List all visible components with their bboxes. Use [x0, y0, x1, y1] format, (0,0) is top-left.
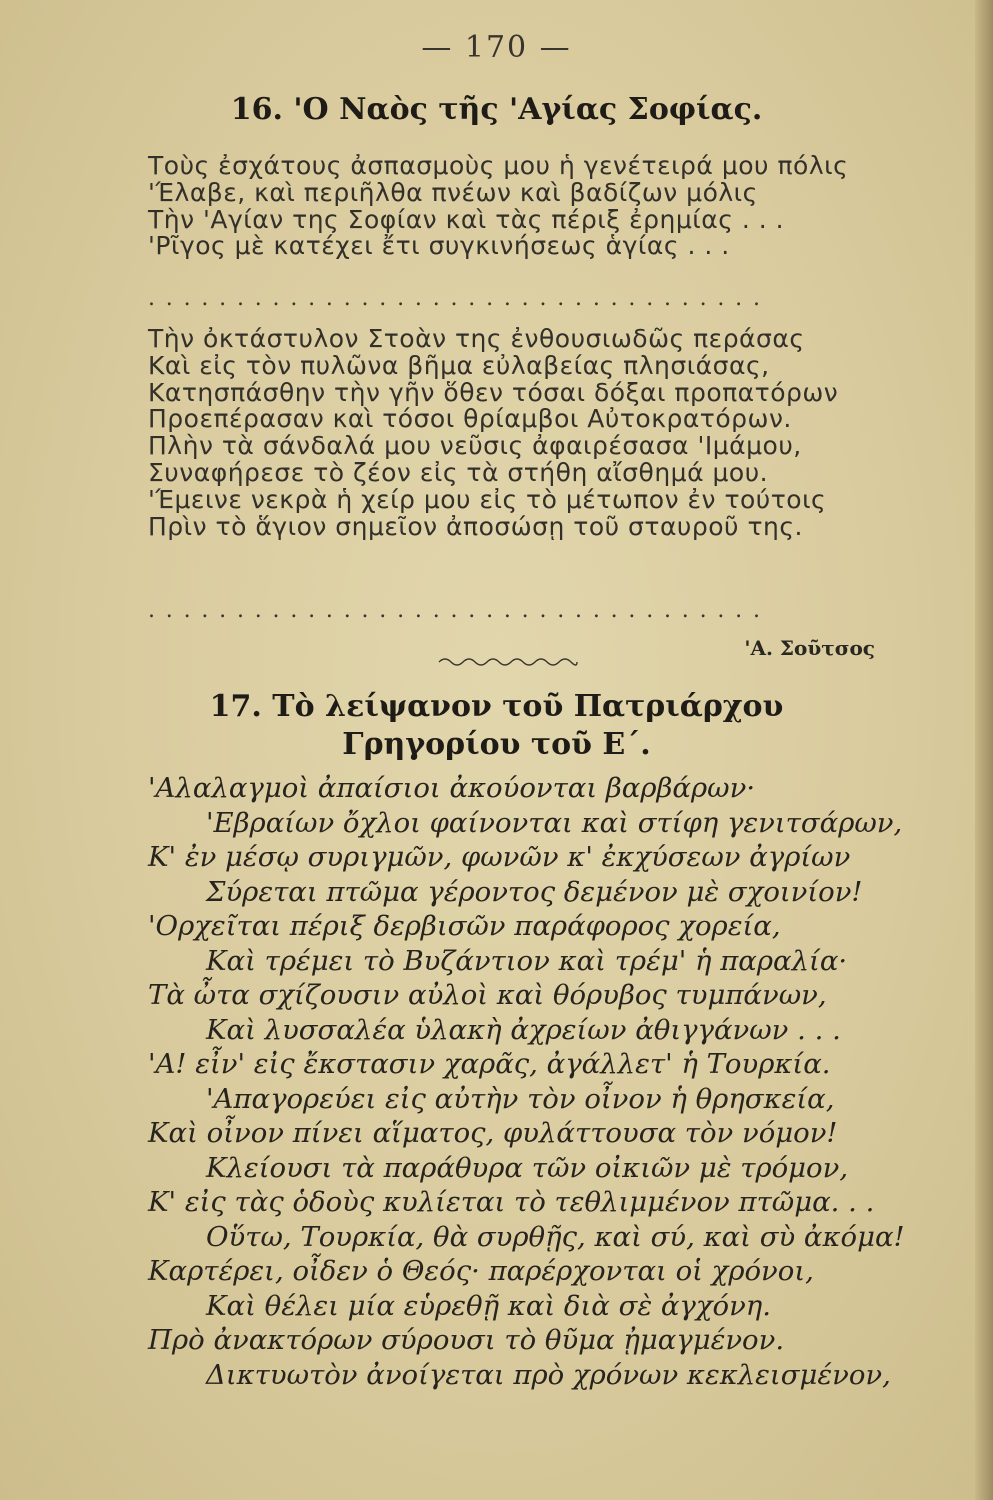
- verse-line: Τοὺς ἐσχάτους ἀσπασμοὺς μου ἡ γενέτειρά μου πόλις: [148, 151, 849, 180]
- verse-line: Πρὸ ἀνακτόρων σύρουσι τὸ θῦμα ᾐμαγμένον.: [148, 1324, 785, 1356]
- wavy-ornament: [437, 655, 579, 669]
- poem1-stanza2: [148, 326, 838, 540]
- verse-line: Δικτυωτὸν ἀνοίγεται πρὸ χρόνων κεκλεισμένον,: [206, 1358, 891, 1391]
- verse-line: 'Α! εἶν' εἰς ἔκστασιν χαρᾶς, ἀγάλλετ' ἡ Τουρκία.: [148, 1048, 831, 1080]
- verse-line: 'Αλαλαγμοὶ ἀπαίσιοι ἀκούονται βαρβάρων·: [148, 772, 756, 804]
- verse-line: Κ' ἐν μέσῳ συριγμῶν, φωνῶν κ' ἐκχύσεων ἀγρίων: [148, 841, 851, 873]
- verse-line: 'Έμεινε νεκρὰ ἡ χείρ μου εἰς τὸ μέτωπον ἐν τούτοις: [148, 484, 827, 514]
- verse-line: Σύρεται πτῶμα γέροντος δεμένον μὲ σχοινίον!: [206, 875, 863, 908]
- dotted-separator: ...................................: [148, 286, 771, 311]
- verse-line: Κ' εἰς τὰς ὁδοὺς κυλίεται τὸ τεθλιμμένον πτῶμα. . .: [148, 1186, 875, 1218]
- verse-line: 'Έλαβε, καὶ περιῆλθα πνέων καὶ βαδίζων μόλις: [148, 177, 758, 207]
- verse-line: Τὰ ὦτα σχίζουσιν αὐλοὶ καὶ θόρυβος τυμπάνων,: [148, 979, 827, 1011]
- page-number: — 170 —: [421, 30, 572, 65]
- verse-line: Πλὴν τὰ σάνδαλά μου νεῦσις ἀφαιρέσασα 'Ιμάμου,: [148, 431, 802, 461]
- verse-line: Τὴν 'Αγίαν της Σοφίαν καὶ τὰς πέριξ ἐρημίας . . .: [148, 204, 785, 234]
- verse-line: 'Ορχεῖται πέριξ δερβισῶν παράφορος χορεία,: [148, 910, 781, 942]
- verse-line: Καὶ θέλει μία εὑρεθῇ καὶ διὰ σὲ ἀγχόνη.: [206, 1289, 772, 1322]
- verse-line: Καρτέρει, οἶδεν ὁ Θεός· παρέρχονται οἱ χρόνοι,: [148, 1255, 814, 1287]
- verse-line: 'Εβραίων ὄχλοι φαίνονται καὶ στίφη γενιτσάρων,: [206, 806, 903, 839]
- verse-line: Κλείουσι τὰ παράθυρα τῶν οἰκιῶν μὲ τρόμον,: [206, 1151, 849, 1184]
- verse-line: Καὶ οἶνον πίνει αἵματος, φυλάττουσα τὸν νόμον!: [148, 1117, 838, 1149]
- verse-line: Συναφήρεσε τὸ ζέον εἰς τὰ στήθη αἴσθημά μου.: [148, 457, 769, 487]
- poem1-title: 16. 'Ο Ναὸς τῆς 'Αγίας Σοφίας.: [230, 92, 763, 127]
- dotted-separator-2: ...................................: [148, 598, 771, 623]
- poem2-title-line2: Γρηγορίου τοῦ Ε΄.: [342, 727, 651, 762]
- verse-line: Καὶ λυσσαλέα ὑλακὴ ἀχρείων ἀθιγγάνων . . .: [206, 1013, 841, 1046]
- verse-line: Πρὶν τὸ ἅγιον σημεῖον ἀποσώσῃ τοῦ σταυροῦ της.: [148, 511, 803, 541]
- poem2-verses: [148, 771, 905, 1392]
- verse-line: 'Απαγορεύει εἰς αὐτὴν τὸν οἶνον ἡ θρησκεία,: [206, 1082, 835, 1115]
- poem1-stanza1: [148, 153, 848, 260]
- verse-line: Προεπέρασαν καὶ τόσοι θρίαμβοι Αὐτοκρατόρων.: [148, 404, 792, 434]
- verse-line: Κατησπάσθην τὴν γῆν ὅθεν τόσαι δόξαι προπατόρων: [148, 377, 839, 407]
- verse-line: Καὶ εἰς τὸν πυλῶνα βῆμα εὐλαβείας πλησιάσας,: [148, 350, 770, 380]
- verse-line: Τὴν ὀκτάστυλον Στοὰν της ἐνθουσιωδῶς περάσας: [148, 324, 805, 353]
- poem2-title-line1: 17. Τὸ λείψανον τοῦ Πατριάρχου: [209, 689, 784, 724]
- verse-line: Οὕτω, Τουρκία, θὰ συρθῇς, καὶ σύ, καὶ σὺ ἀκόμα!: [206, 1220, 905, 1253]
- verse-line: Καὶ τρέμει τὸ Βυζάντιον καὶ τρέμ' ἡ παραλία·: [206, 944, 848, 977]
- author-signature: 'Α. Σοῦτσος: [744, 636, 875, 660]
- verse-line: 'Ρῖγος μὲ κατέχει ἔτι συγκινήσεως ἁγίας . . .: [148, 231, 730, 261]
